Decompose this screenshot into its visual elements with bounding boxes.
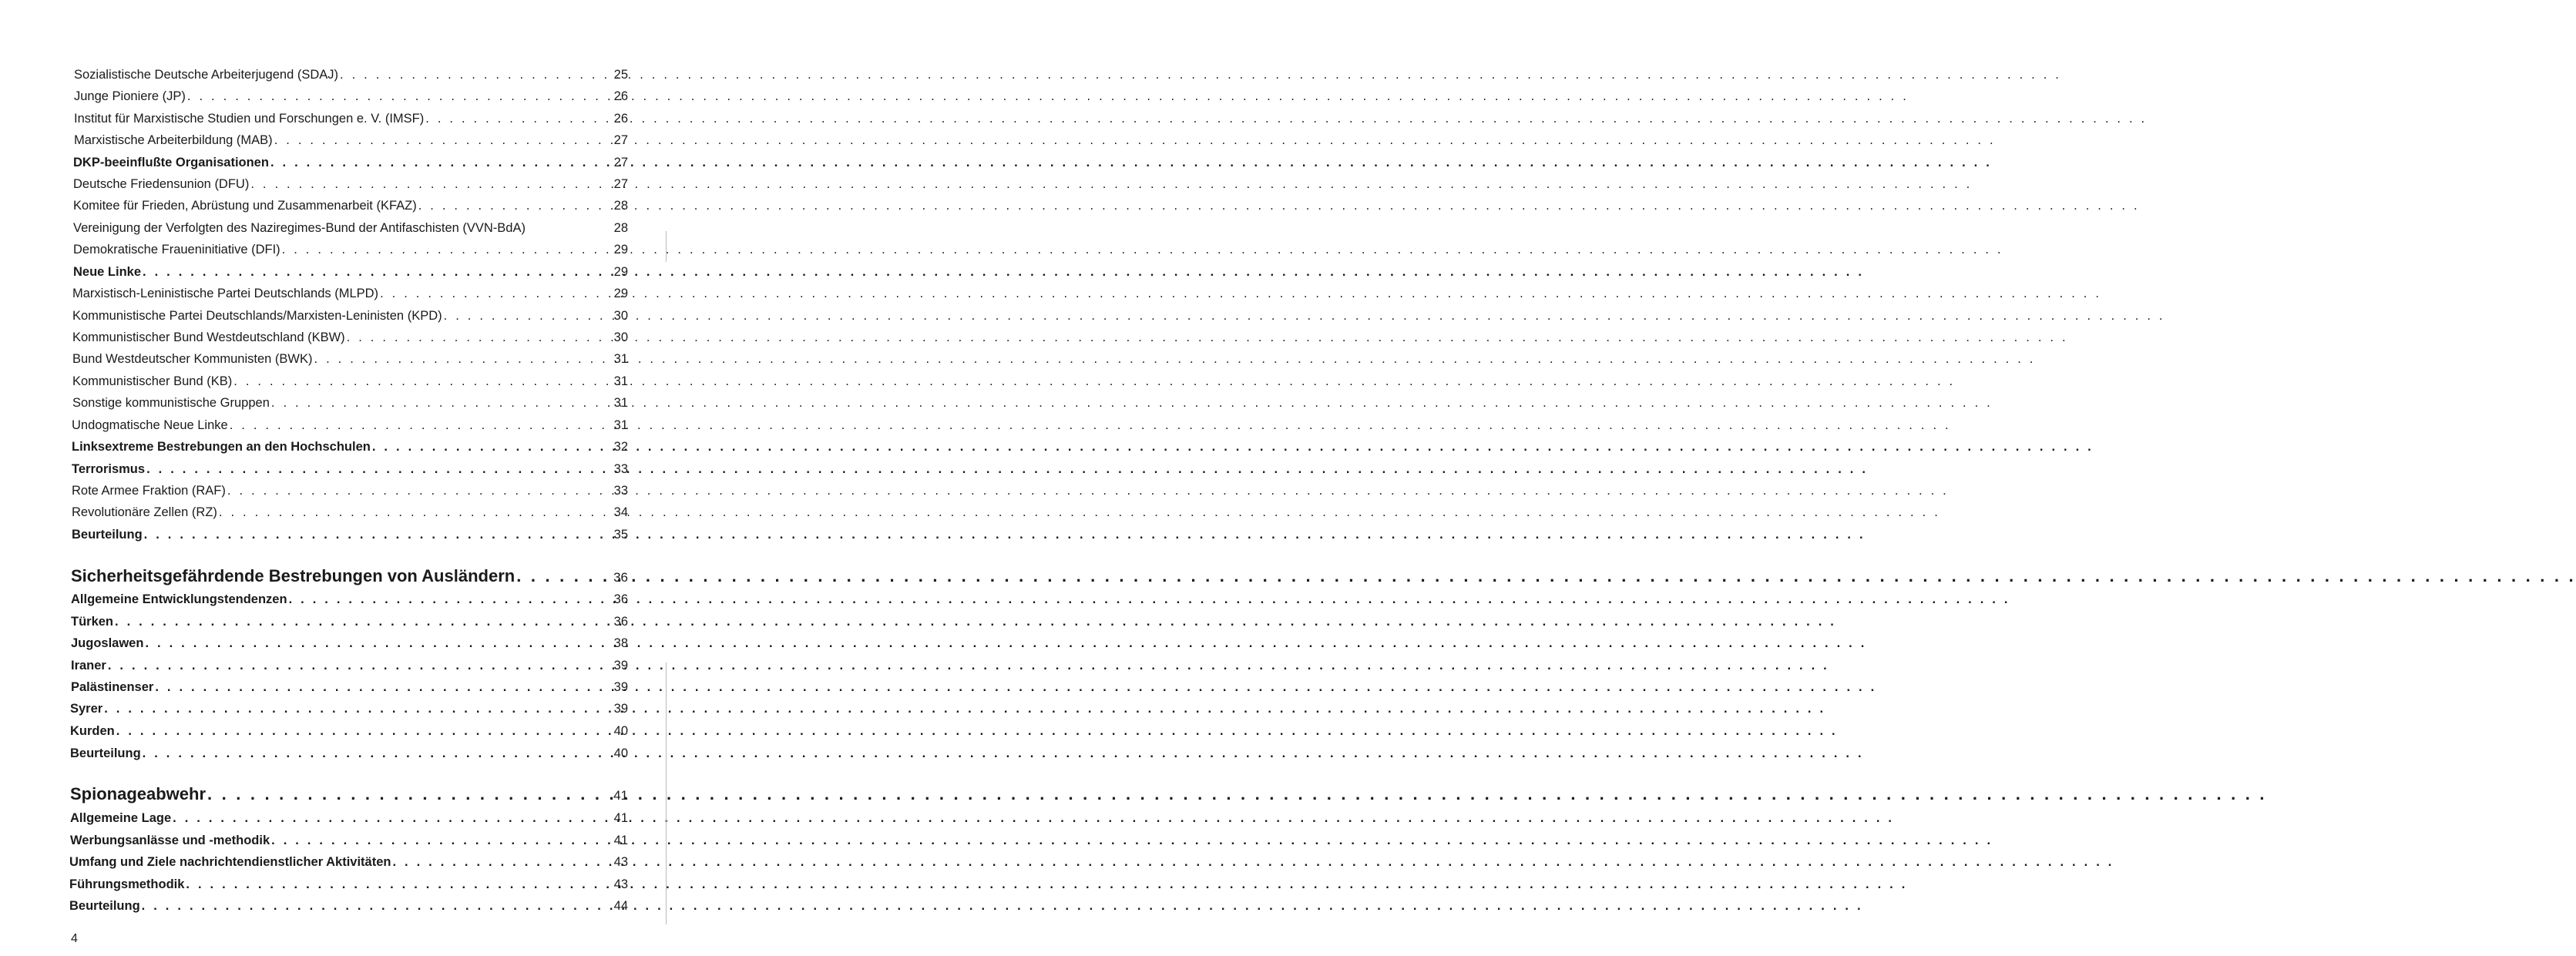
toc-dot-leader bbox=[380, 287, 603, 301]
toc-entry bbox=[69, 899, 628, 919]
toc-entry bbox=[73, 156, 628, 176]
toc-entry bbox=[72, 374, 628, 394]
toc-dot-leader bbox=[104, 702, 603, 716]
toc-dot-leader bbox=[145, 636, 603, 651]
toc-entry-title: Terrorismus bbox=[72, 462, 146, 476]
toc-entry bbox=[72, 440, 628, 460]
toc-dot-leader bbox=[274, 133, 603, 148]
toc-entry-page: 25 bbox=[613, 68, 628, 82]
toc-dot-leader bbox=[372, 440, 603, 455]
toc-entry bbox=[70, 702, 628, 722]
toc-entry-title: Allgemeine Lage bbox=[70, 811, 172, 825]
scan-edge-mark bbox=[666, 662, 667, 924]
toc-dot-leader bbox=[155, 680, 603, 695]
toc-dot-leader bbox=[143, 265, 603, 280]
toc-entry bbox=[72, 484, 628, 504]
toc-entry-title: Neue Linke bbox=[73, 265, 142, 279]
toc-entry bbox=[74, 112, 628, 132]
toc-dot-leader bbox=[146, 462, 603, 477]
toc-entry-page: 27 bbox=[613, 156, 628, 169]
toc-entry-title: Junge Pioniere (JP) bbox=[74, 89, 186, 103]
toc-dot-leader bbox=[289, 592, 603, 607]
toc-entry-page: 41 bbox=[613, 834, 628, 847]
toc-dot-leader bbox=[230, 418, 603, 433]
toc-entry bbox=[72, 418, 628, 438]
toc-entry-page: 43 bbox=[613, 877, 628, 891]
toc-entry-page: 39 bbox=[613, 680, 628, 694]
toc-entry-title: Kommunistische Partei Deutschlands/Marxisten-Leninisten (KPD) bbox=[72, 309, 442, 323]
toc-entry-page: 29 bbox=[613, 287, 628, 300]
toc-entry-page: 28 bbox=[613, 199, 628, 213]
toc-entry-title: Marxistisch-Leninistische Partei Deutschlands (MLPD) bbox=[72, 287, 379, 300]
toc-entry bbox=[70, 834, 628, 854]
toc-entry-page: 29 bbox=[613, 243, 628, 257]
toc-dot-leader bbox=[219, 505, 603, 520]
toc-entry-page: 26 bbox=[613, 112, 628, 126]
toc-entry-page: 26 bbox=[613, 89, 628, 103]
toc-entry-page: 35 bbox=[613, 528, 628, 542]
toc-entry-title: DKP-beeinflußte Organisationen bbox=[73, 156, 269, 169]
toc-entry bbox=[72, 287, 628, 307]
toc-entry-page: 40 bbox=[613, 724, 628, 738]
toc-entry-page: 32 bbox=[613, 440, 628, 454]
toc-entry bbox=[71, 615, 628, 635]
toc-entry-title: Institut für Marxistische Studien und Forschungen e. V. (IMSF) bbox=[74, 112, 425, 126]
toc-entry-title: Türken bbox=[71, 615, 114, 629]
toc-entry bbox=[74, 68, 628, 88]
toc-section-heading bbox=[71, 566, 628, 592]
toc-entry bbox=[72, 330, 628, 351]
toc-entry-title: Syrer bbox=[70, 702, 103, 716]
toc-entry-title: Umfang und Ziele nachrichtendienstlicher Aktivitäten bbox=[69, 855, 391, 869]
toc-dot-leader bbox=[207, 784, 603, 804]
toc-entry bbox=[72, 309, 628, 329]
toc-dot-leader bbox=[418, 199, 603, 213]
toc-dot-leader bbox=[108, 659, 603, 673]
toc-entry bbox=[73, 221, 628, 241]
toc-entry-page: 36 bbox=[613, 615, 628, 629]
toc-entry bbox=[71, 659, 628, 679]
toc-entry-title: Spionageabwehr bbox=[70, 784, 207, 803]
toc-dot-leader bbox=[173, 811, 603, 826]
toc-entry-title: Deutsche Friedensunion (DFU) bbox=[73, 177, 250, 191]
toc-entry-title: Iraner bbox=[71, 659, 106, 673]
toc-entry-page: 27 bbox=[613, 133, 628, 147]
toc-entry bbox=[72, 505, 628, 525]
toc-entry bbox=[74, 89, 628, 109]
toc-section-heading bbox=[70, 784, 628, 810]
toc-entry-page: 33 bbox=[613, 462, 628, 476]
toc-dot-leader bbox=[271, 834, 603, 848]
toc-entry-title: Beurteilung bbox=[72, 528, 143, 542]
toc-entry-title: Sonstige kommunistische Gruppen bbox=[72, 396, 270, 410]
toc-entry-title: Kurden bbox=[70, 724, 115, 738]
toc-entry-page: 34 bbox=[613, 505, 628, 519]
toc-entry bbox=[73, 177, 628, 197]
toc-entry-page: 29 bbox=[613, 265, 628, 279]
toc-entry-page: 43 bbox=[613, 855, 628, 869]
toc-dot-leader bbox=[516, 566, 603, 586]
toc-dot-leader bbox=[347, 330, 603, 345]
toc-entry bbox=[74, 133, 628, 153]
toc-entry bbox=[71, 680, 628, 700]
toc-entry-title: Sicherheitsgefährdende Bestrebungen von Ausländern bbox=[71, 566, 516, 585]
toc-entry-page: 31 bbox=[613, 396, 628, 410]
toc-dot-leader bbox=[250, 177, 603, 192]
scan-edge-mark bbox=[666, 231, 667, 262]
toc-dot-leader bbox=[227, 484, 603, 498]
toc-dot-leader bbox=[187, 89, 603, 104]
toc-entry bbox=[70, 724, 628, 744]
page-number: 4 bbox=[71, 932, 78, 945]
toc-entry bbox=[69, 855, 628, 875]
toc-entry-page: 36 bbox=[613, 592, 628, 606]
toc-dot-leader bbox=[314, 352, 603, 367]
toc-entry-page: 38 bbox=[613, 636, 628, 650]
toc-entry-page: 39 bbox=[613, 659, 628, 673]
toc-entry-page: 28 bbox=[613, 221, 628, 235]
toc-entry bbox=[69, 877, 628, 897]
toc-entry-title: Jugoslawen bbox=[71, 636, 144, 650]
toc-entry-page: 27 bbox=[613, 177, 628, 191]
toc-entry-title: Linksextreme Bestrebungen an den Hochschulen bbox=[72, 440, 371, 454]
toc-entry-page: 41 bbox=[613, 788, 628, 803]
toc-dot-leader bbox=[392, 855, 603, 870]
toc-entry-title: Palästinenser bbox=[71, 680, 154, 694]
toc-dot-leader bbox=[142, 899, 603, 914]
toc-entry bbox=[73, 199, 628, 219]
toc-entry-page: 31 bbox=[613, 352, 628, 366]
toc-entry-title: Bund Westdeutscher Kommunisten (BWK) bbox=[72, 352, 313, 366]
toc-entry-page: 41 bbox=[613, 811, 628, 825]
toc-dot-leader bbox=[270, 156, 603, 170]
toc-entry bbox=[70, 746, 628, 766]
toc-entry bbox=[72, 462, 628, 482]
toc-entry-page: 36 bbox=[613, 570, 628, 585]
toc-entry-title: Vereinigung der Verfolgten des Naziregimes-Bund der Antifaschisten (VVN-BdA) bbox=[73, 221, 526, 235]
toc-entry-title: Werbungsanlässe und -methodik bbox=[70, 834, 270, 847]
toc-dot-leader bbox=[143, 746, 603, 761]
toc-dot-leader bbox=[144, 528, 603, 542]
toc-entry-title: Rote Armee Fraktion (RAF) bbox=[72, 484, 226, 498]
toc-entry bbox=[72, 528, 628, 548]
toc-entry bbox=[71, 636, 628, 656]
table-of-contents bbox=[0, 0, 673, 956]
toc-entry-title: Revolutionäre Zellen (RZ) bbox=[72, 505, 217, 519]
toc-entry-page: 30 bbox=[613, 330, 628, 344]
toc-dot-leader bbox=[340, 68, 603, 82]
toc-entry-title: Allgemeine Entwicklungstendenzen bbox=[71, 592, 287, 606]
toc-entry-page: 44 bbox=[613, 899, 628, 913]
toc-dot-leader bbox=[425, 112, 603, 126]
toc-entry bbox=[73, 265, 628, 285]
toc-entry-page: 31 bbox=[613, 374, 628, 388]
toc-entry-title: Demokratische Fraueninitiative (DFI) bbox=[73, 243, 280, 257]
toc-entry-title: Führungsmethodik bbox=[69, 877, 185, 891]
toc-dot-leader bbox=[186, 877, 603, 892]
toc-entry-title: Marxistische Arbeiterbildung (MAB) bbox=[74, 133, 273, 147]
toc-entry bbox=[72, 396, 628, 416]
toc-entry bbox=[73, 243, 628, 263]
toc-dot-leader bbox=[233, 374, 603, 389]
toc-entry-page: 30 bbox=[613, 309, 628, 323]
toc-entry-page: 39 bbox=[613, 702, 628, 716]
toc-entry-title: Undogmatische Neue Linke bbox=[72, 418, 228, 432]
toc-entry-title: Kommunistischer Bund (KB) bbox=[72, 374, 233, 388]
toc-entry-title: Sozialistische Deutsche Arbeiterjugend (SDAJ) bbox=[74, 68, 338, 82]
toc-dot-leader bbox=[115, 615, 603, 629]
toc-dot-leader bbox=[271, 396, 603, 411]
toc-entry bbox=[70, 811, 628, 831]
toc-entry-title: Kommunistischer Bund Westdeutschland (KBW) bbox=[72, 330, 345, 344]
toc-dot-leader bbox=[444, 309, 603, 324]
toc-entry-page: 33 bbox=[613, 484, 628, 498]
toc-dot-leader bbox=[282, 243, 603, 257]
toc-entry-page: 40 bbox=[613, 746, 628, 760]
toc-entry bbox=[71, 592, 628, 612]
toc-entry bbox=[72, 352, 628, 372]
toc-entry-page: 31 bbox=[613, 418, 628, 432]
toc-entry-title: Beurteilung bbox=[70, 746, 141, 760]
toc-dot-leader bbox=[116, 724, 603, 739]
toc-entry-title: Beurteilung bbox=[69, 899, 140, 913]
toc-entry-title: Komitee für Frieden, Abrüstung und Zusammenarbeit (KFAZ) bbox=[73, 199, 417, 213]
